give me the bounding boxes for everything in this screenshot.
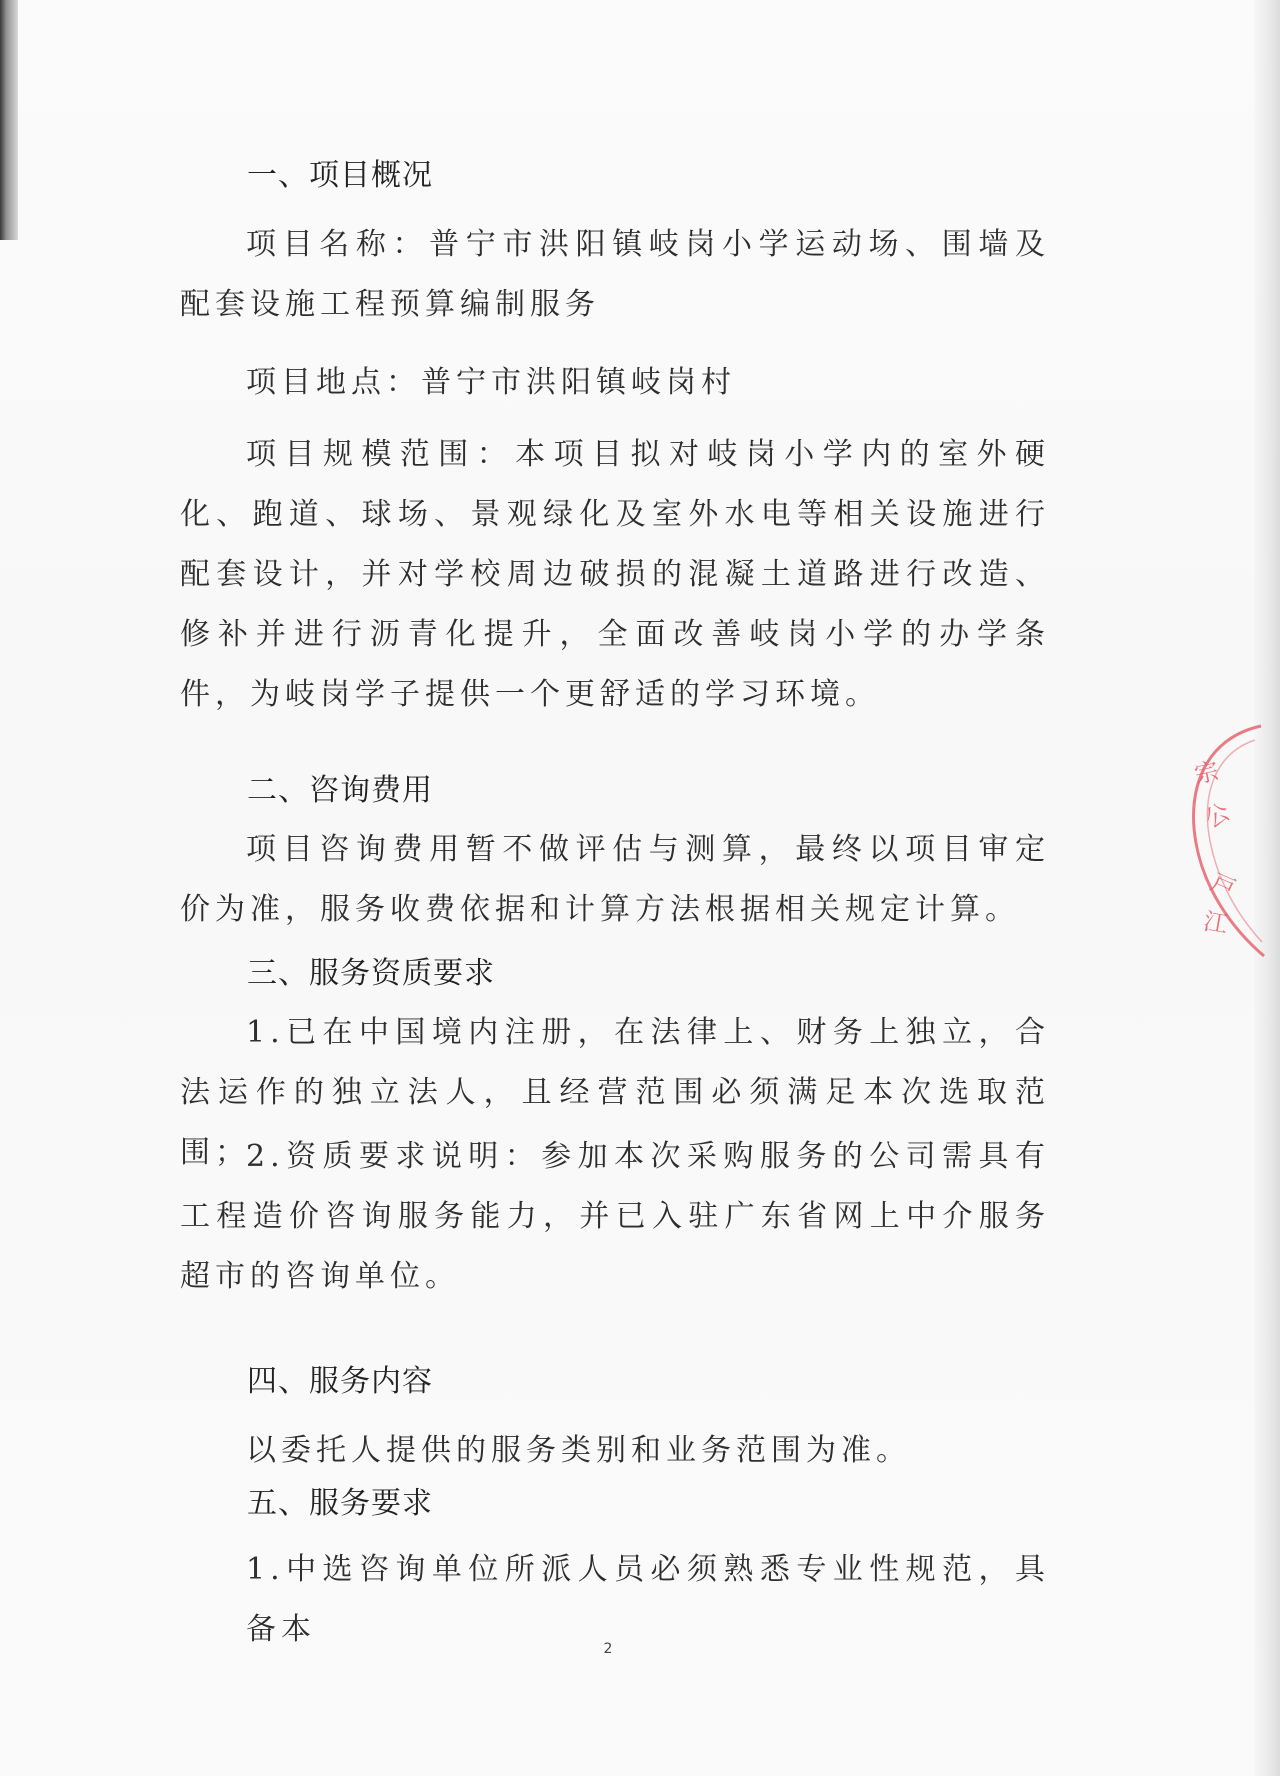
section-heading-fee: 二、咨询费用: [247, 773, 433, 808]
seal-character-4: 江: [1201, 907, 1230, 939]
seal-character-2: 公: [1199, 797, 1235, 834]
section-heading-content: 四、服务内容: [247, 1364, 433, 1399]
section-heading-requirements: 五、服务要求: [247, 1486, 433, 1521]
seal-character-1: 宗: [1191, 756, 1222, 790]
requirements-item-1: 1.中选咨询单位所派人员必须熟悉专业性规范，具备本: [246, 1552, 1050, 1647]
project-location-line: 项目地点：普宁市洪阳镇岐岗村: [246, 365, 736, 400]
seal-character-3: 戸: [1206, 868, 1240, 904]
qualification-item-2: 2.资质要求说明：参加本次采购服务的公司需具有工程造价咨询服务能力，并已入驻广东省网上中介服务超市的咨询单位。: [180, 1139, 1050, 1294]
seal-arc-icon: [1166, 718, 1266, 968]
red-seal-stamp: [1166, 718, 1266, 968]
service-content-line: 以委托人提供的服务类别和业务范围为准。: [246, 1433, 911, 1468]
fee-paragraph: 项目咨询费用暂不做评估与测算，最终以项目审定价为准，服务收费依据和计算方法根据相关规定计算。: [180, 832, 1050, 927]
qualification-item-1: 1.已在中国境内注册，在法律上、财务上独立，合法运作的独立法人，且经营范围必须满足本次选取范围；: [180, 1015, 1050, 1170]
scan-right-edge: [1254, 0, 1280, 1776]
section-heading-overview: 一、项目概况: [247, 158, 433, 193]
project-scope-paragraph: 项目规模范围：本项目拟对岐岗小学内的室外硬化、跑道、球场、景观绿化及室外水电等相关设施进行配套设计，并对学校周边破损的混凝土道路进行改造、修补并进行沥青化提升，全面改善岐岗小学的办学条件，为岐岗学子提供一个更舒适的学习环境。: [180, 437, 1050, 712]
page-number: 2: [603, 1641, 613, 1657]
section-heading-qualification: 三、服务资质要求: [247, 956, 495, 991]
project-name-paragraph: 项目名称：普宁市洪阳镇岐岗小学运动场、围墙及配套设施工程预算编制服务: [180, 227, 1050, 322]
scan-fold-curve: [0, 0, 202, 250]
